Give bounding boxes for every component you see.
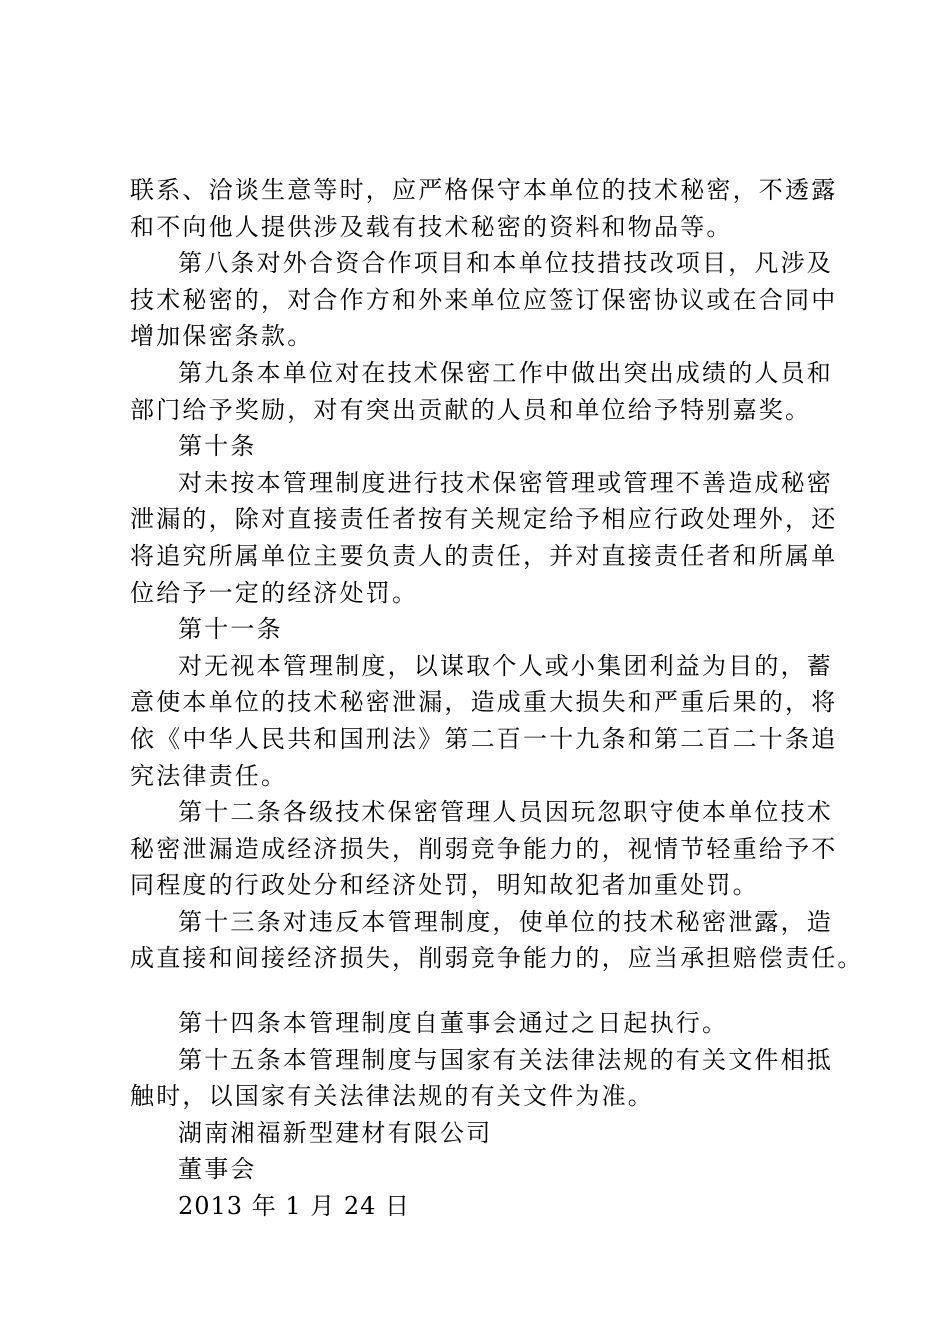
text-line: 位给予一定的经济处罚。 — [130, 578, 419, 607]
article-8-line: 第八条对外合资合作项目和本单位技措技改项目，凡涉及 — [178, 249, 833, 278]
text-line: 究法律责任。 — [130, 761, 288, 790]
board-name: 董事会 — [178, 1155, 257, 1184]
article-10-heading: 第十条 — [178, 432, 257, 461]
company-name: 湖南湘福新型建材有限公司 — [178, 1118, 493, 1147]
text-line: 依《中华人民共和国刑法》第二百一十九条和第二百二十条追 — [130, 724, 838, 753]
paragraph-gap — [130, 977, 840, 1005]
text-line: 意使本单位的技术秘密泄漏，造成重大损失和严重后果的，将 — [130, 688, 838, 717]
article-13-line: 第十三条对违反本管理制度，使单位的技术秘密泄露，造 — [178, 907, 833, 936]
text-line: 联系、洽谈生意等时，应严格保守本单位的技术秘密，不透露 — [130, 176, 838, 204]
text-line: 部门给予奖励，对有突出贡献的人员和单位给予特别嘉奖。 — [130, 395, 812, 424]
article-14-line: 第十四条本管理制度自董事会通过之日起执行。 — [178, 1009, 729, 1038]
text-line: 对未按本管理制度进行技术保密管理或管理不善造成秘密 — [178, 468, 833, 497]
text-line: 技术秘密的，对合作方和外来单位应签订保密协议或在合同中 — [130, 285, 838, 314]
document-body — [130, 172, 864, 1225]
article-12-line: 第十二条各级技术保密管理人员因玩忽职守使本单位技术 — [178, 798, 833, 827]
text-line: 增加保密条款。 — [130, 322, 314, 351]
article-11-heading: 第十一条 — [178, 615, 283, 644]
text-line: 和不向他人提供涉及载有技术秘密的资料和物品等。 — [130, 212, 733, 241]
article-9-line: 第九条本单位对在技术保密工作中做出突出成绩的人员和 — [178, 358, 833, 387]
signature-date: 2013 年 1 月 24 日 — [178, 1192, 411, 1221]
text-line: 将追究所属单位主要负责人的责任，并对直接责任者和所属单 — [130, 541, 838, 570]
text-line: 秘密泄漏造成经济损失，削弱竞争能力的，视情节轻重给予不 — [130, 834, 838, 863]
text-line: 成直接和间接经济损失，削弱竞争能力的，应当承担赔偿责任。 — [130, 944, 864, 973]
text-line: 泄漏的，除对直接责任者按有关规定给予相应行政处理外，还 — [130, 505, 838, 534]
article-15-line: 第十五条本管理制度与国家有关法律法规的有关文件相抵 — [178, 1045, 833, 1074]
text-line: 触时，以国家有关法律法规的有关文件为准。 — [130, 1082, 654, 1111]
text-line: 对无视本管理制度，以谋取个人或小集团利益为目的，蓄 — [178, 651, 833, 680]
text-line: 同程度的行政处分和经济处罚，明知故犯者加重处罚。 — [130, 871, 759, 900]
